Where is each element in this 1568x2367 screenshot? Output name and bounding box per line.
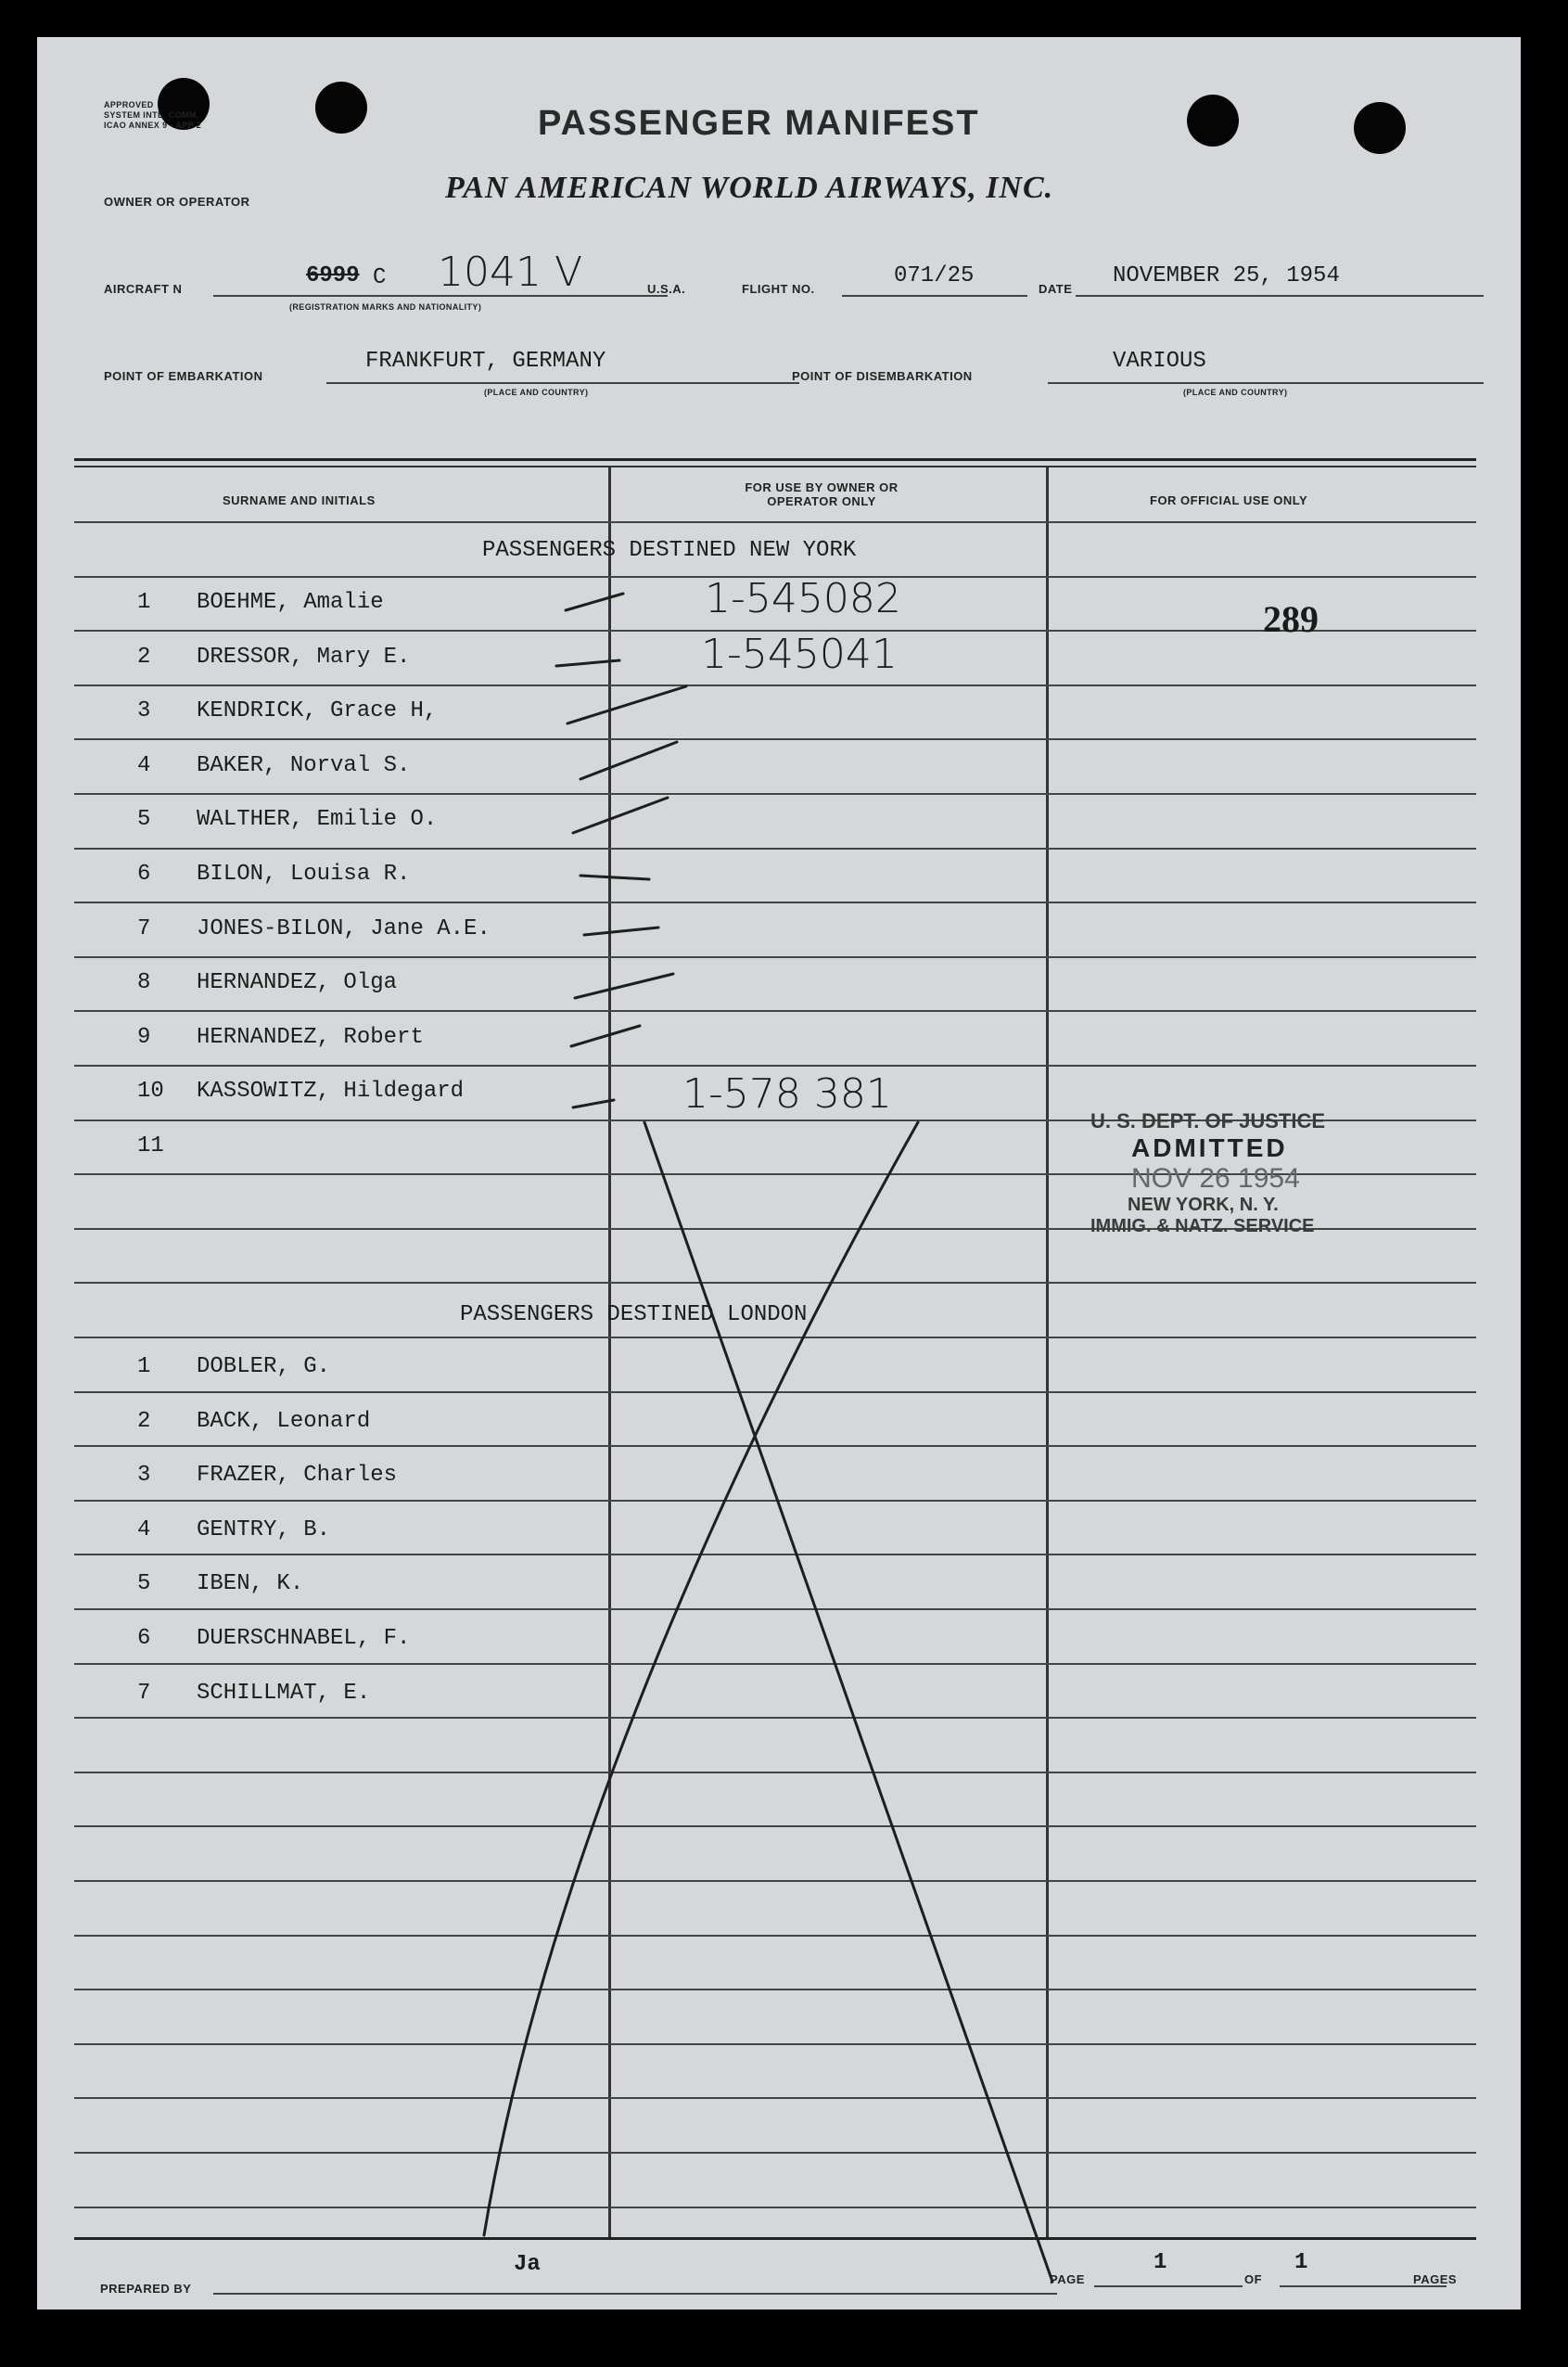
passenger-name: KASSOWITZ, Hildegard <box>197 1079 465 1105</box>
passenger-name: FRAZER, Charles <box>197 1463 398 1489</box>
of-value: 1 <box>1294 2250 1308 2275</box>
passenger-number: 1 <box>137 590 151 615</box>
column-official-use: FOR OFFICIAL USE ONLY <box>1150 493 1308 507</box>
tick-mark <box>580 742 677 779</box>
tick-mark <box>584 928 658 935</box>
manifest-sheet <box>37 37 1521 2309</box>
passenger-name: SCHILLMAT, E. <box>197 1680 371 1706</box>
of-label: OF <box>1244 2272 1263 2286</box>
passenger-number: 5 <box>137 807 151 833</box>
column-surname: SURNAME AND INITIALS <box>223 493 376 507</box>
usa-label: U.S.A. <box>647 282 686 296</box>
passenger-name: IBEN, K. <box>197 1571 304 1597</box>
tick-mark <box>567 686 686 723</box>
tick-mark <box>556 660 619 666</box>
cross-line <box>644 1122 1052 2282</box>
passenger-number: 4 <box>137 1516 151 1542</box>
passenger-name: DRESSOR, Mary E. <box>197 644 411 670</box>
passenger-number: 2 <box>137 1408 151 1434</box>
passenger-name: HERNANDEZ, Robert <box>197 1024 424 1050</box>
passenger-name: HERNANDEZ, Olga <box>197 970 398 996</box>
passenger-row <box>137 1354 330 1379</box>
handwritten-ticket-2: 1-545041 <box>701 631 898 678</box>
tick-mark <box>580 876 649 879</box>
passenger-number: 5 <box>137 1571 151 1597</box>
passenger-name: BOEHME, Amalie <box>197 590 384 615</box>
page-value: 1 <box>1154 2250 1167 2275</box>
passenger-number: 2 <box>137 644 151 670</box>
passenger-name: BAKER, Norval S. <box>197 752 411 778</box>
passenger-number: 9 <box>137 1024 151 1050</box>
passenger-name: BACK, Leonard <box>197 1408 371 1434</box>
passenger-number: 3 <box>137 698 151 724</box>
prepared-by-label: PREPARED BY <box>100 2282 192 2296</box>
aircraft-struck: 6999 <box>306 263 360 288</box>
page-label: PAGE <box>1050 2272 1085 2286</box>
page-title: PASSENGER MANIFEST <box>538 104 980 143</box>
flight-label: FLIGHT NO. <box>742 282 815 296</box>
passenger-name: WALTHER, Emilie O. <box>197 807 438 833</box>
passenger-name: DOBLER, G. <box>197 1354 331 1379</box>
form-approval: APPROVED SYSTEM INTL. COMM. ICAO ANNEX 9 - APP 2 <box>104 100 202 130</box>
passenger-row <box>137 1571 303 1596</box>
date-value: NOVEMBER 25, 1954 <box>1113 263 1340 288</box>
date-label: DATE <box>1039 282 1073 296</box>
disembarkation-value: VARIOUS <box>1113 349 1206 374</box>
passenger-row <box>137 1681 370 1706</box>
flight-number: 071/25 <box>894 263 975 288</box>
passenger-name: DUERSCHNABEL, F. <box>197 1626 411 1651</box>
tick-mark <box>573 798 668 833</box>
place-caption-2: (PLACE AND COUNTRY) <box>1183 388 1288 397</box>
passenger-number: 4 <box>137 752 151 778</box>
handwritten-ticket-1: 1-545082 <box>705 575 901 622</box>
passenger-row <box>137 1409 370 1434</box>
tick-mark <box>566 594 623 610</box>
passenger-name: BILON, Louisa R. <box>197 862 411 887</box>
pages-label: PAGES <box>1413 2272 1458 2286</box>
immigration-stamp: U. S. DEPT. OF JUSTICE ADMITTED NOV 26 1954 NEW YORK, N. Y. IMMIG. & NATZ. SERVICE <box>1090 1109 1326 1236</box>
registration-caption: (REGISTRATION MARKS AND NATIONALITY) <box>289 302 482 312</box>
aircraft-suffix: C <box>373 265 387 290</box>
embarkation-value: FRANKFURT, GERMANY <box>365 349 606 374</box>
passenger-number: 6 <box>137 1626 151 1651</box>
operator-name: PAN AMERICAN WORLD AIRWAYS, INC. <box>445 171 1054 205</box>
cross-line <box>484 1122 918 2235</box>
aircraft-handwritten: 1041 V <box>438 249 583 296</box>
tick-mark <box>571 1026 640 1046</box>
passenger-number: 11 <box>137 1133 164 1158</box>
disembarkation-label: POINT OF DISEMBARKATION <box>792 369 973 383</box>
passenger-name: GENTRY, B. <box>197 1516 331 1542</box>
passenger-number: 8 <box>137 970 151 996</box>
passenger-number: 10 <box>137 1079 164 1105</box>
embarkation-label: POINT OF EMBARKATION <box>104 369 263 383</box>
passenger-name: KENDRICK, Grace H, <box>197 698 438 724</box>
tick-mark <box>573 1100 614 1107</box>
owner-label: OWNER OR OPERATOR <box>104 195 250 209</box>
section-london: PASSENGERS DESTINED LONDON <box>460 1302 808 1327</box>
section-new-york: PASSENGERS DESTINED NEW YORK <box>482 538 857 563</box>
passenger-number: 7 <box>137 915 151 941</box>
passenger-row <box>137 1463 397 1488</box>
prepared-by-value: Ja <box>514 2252 541 2277</box>
passenger-row <box>137 1517 330 1542</box>
official-number: 289 <box>1263 598 1319 640</box>
column-owner-use: FOR USE BY OWNER OR OPERATOR ONLY <box>745 480 899 508</box>
handwritten-ticket-3: 1-578 381 <box>682 1070 892 1118</box>
place-caption: (PLACE AND COUNTRY) <box>484 388 589 397</box>
tick-mark <box>575 974 673 998</box>
aircraft-label: AIRCRAFT N <box>104 282 183 296</box>
passenger-name: JONES-BILON, Jane A.E. <box>197 915 491 941</box>
passenger-number: 7 <box>137 1680 151 1706</box>
passenger-number: 1 <box>137 1354 151 1379</box>
passenger-number: 6 <box>137 862 151 887</box>
passenger-row <box>137 1626 410 1651</box>
passenger-number: 3 <box>137 1463 151 1489</box>
